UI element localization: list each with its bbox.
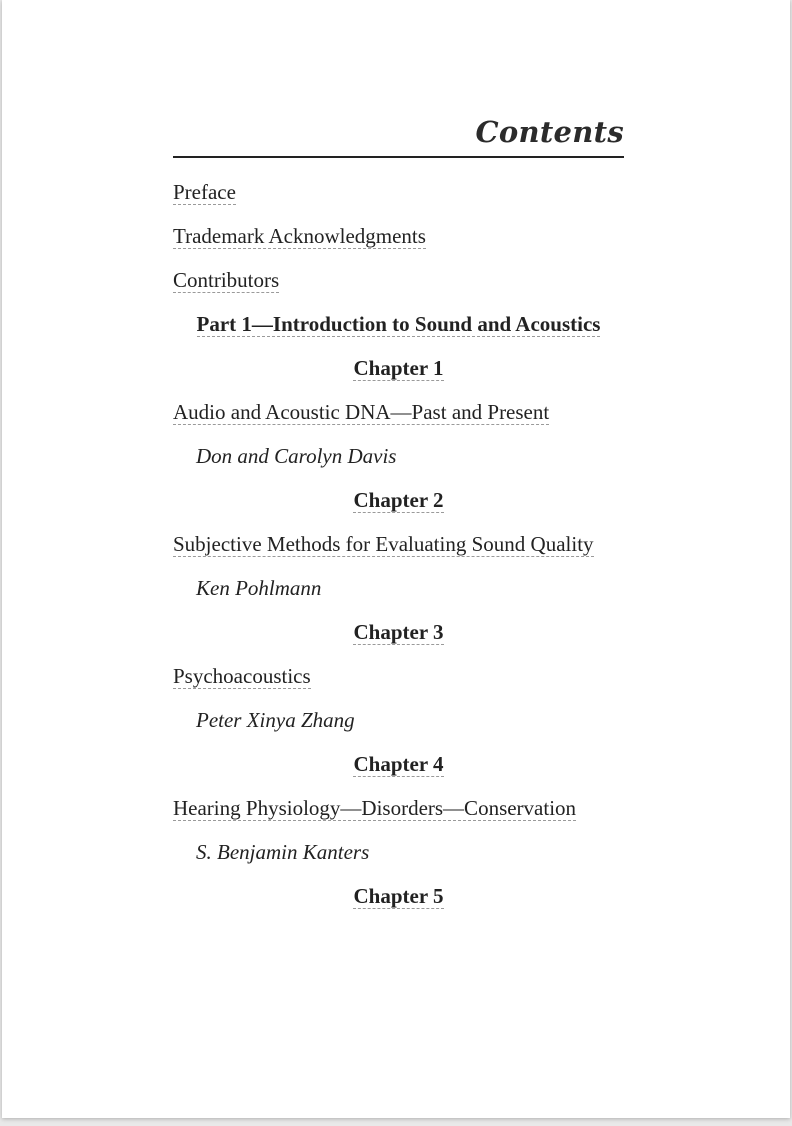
toc-part-1[interactable] (173, 308, 624, 341)
toc-item-trademark-acknowledgments[interactable] (173, 220, 624, 253)
toc-author: Peter Xinya Zhang (196, 708, 355, 732)
toc-item-preface[interactable] (173, 176, 624, 209)
toc-link[interactable]: Part 1—Introduction to Sound and Acoustics (196, 312, 601, 336)
toc-link[interactable]: Chapter 1 (353, 356, 444, 380)
toc-link[interactable]: Chapter 4 (353, 752, 444, 776)
toc-link[interactable]: Contributors (173, 268, 280, 292)
toc-link[interactable]: Subjective Methods for Evaluating Sound Quality (173, 532, 594, 556)
toc-author: Ken Pohlmann (196, 576, 322, 600)
toc-chapter-4[interactable] (173, 748, 624, 781)
toc-link[interactable]: Chapter 2 (353, 488, 444, 512)
document-page (2, 0, 790, 1118)
toc-item-contributors[interactable] (173, 264, 624, 297)
toc-link[interactable]: Chapter 3 (353, 620, 444, 644)
toc-link[interactable]: Preface (173, 180, 236, 204)
toc-item-chapter-2-title[interactable] (173, 528, 624, 561)
toc-link[interactable]: Hearing Physiology—Disorders—Conservation (173, 796, 577, 820)
toc-chapter-2[interactable] (173, 484, 624, 517)
toc-link[interactable]: Psychoacoustics (173, 664, 311, 688)
toc-item-chapter-3-title[interactable] (173, 660, 624, 693)
toc-author: Don and Carolyn Davis (196, 444, 397, 468)
toc-chapter-3[interactable] (173, 616, 624, 649)
toc-link[interactable]: Chapter 5 (353, 884, 444, 908)
toc-link[interactable]: Trademark Acknowledgments (173, 224, 426, 248)
toc-item-chapter-4-title[interactable] (173, 792, 624, 825)
toc-author: S. Benjamin Kanters (196, 840, 370, 864)
toc-chapter-1[interactable] (173, 352, 624, 385)
toc-item-chapter-1-title[interactable] (173, 396, 624, 429)
contents-container (173, 112, 624, 924)
contents-heading: Contents (173, 112, 624, 158)
toc-link[interactable]: Audio and Acoustic DNA—Past and Present (173, 400, 550, 424)
toc-list (173, 176, 624, 913)
toc-chapter-5[interactable] (173, 880, 624, 913)
